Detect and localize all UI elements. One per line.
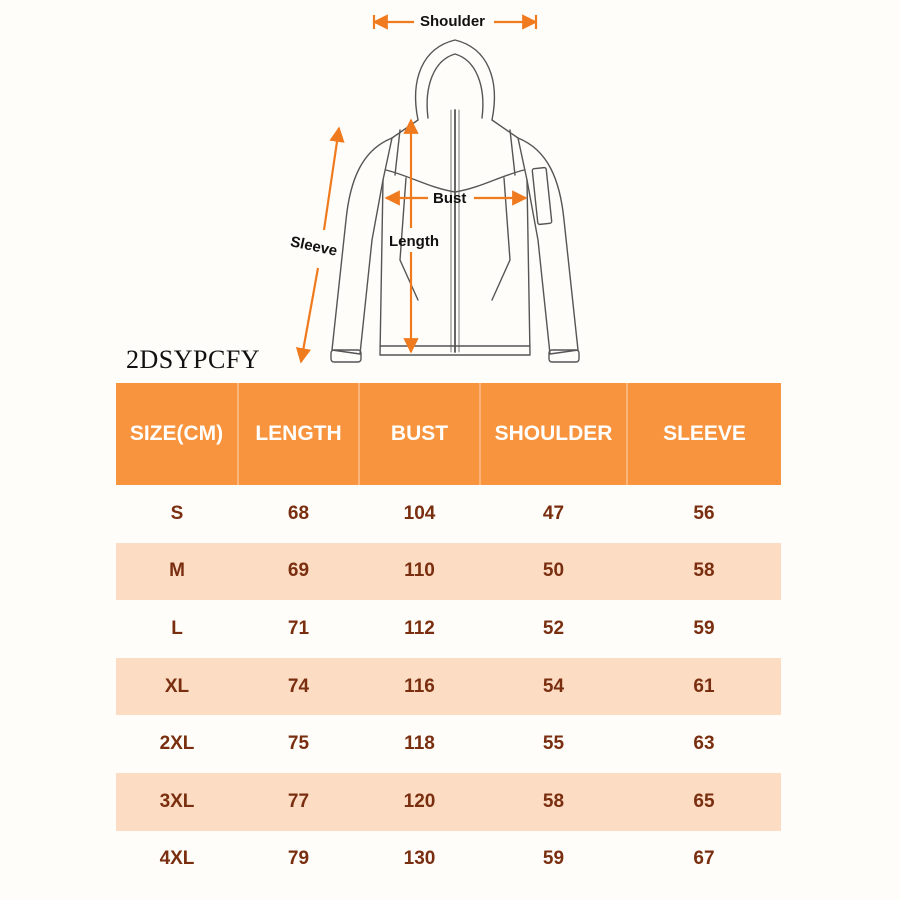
cell-shoulder: 55 <box>480 715 627 773</box>
cell-size: S <box>116 485 238 543</box>
cell-bust: 112 <box>359 600 480 658</box>
cell-size: 3XL <box>116 773 238 831</box>
shoulder-label: Shoulder <box>420 13 486 30</box>
header-length: LENGTH <box>238 383 359 485</box>
cell-length: 75 <box>238 715 359 773</box>
header-sleeve: SLEEVE <box>627 383 781 485</box>
cell-bust: 118 <box>359 715 480 773</box>
cell-shoulder: 58 <box>480 773 627 831</box>
cell-size: XL <box>116 658 238 716</box>
cell-sleeve: 65 <box>627 773 781 831</box>
cell-sleeve: 63 <box>627 715 781 773</box>
table-row <box>116 773 781 831</box>
cell-size: M <box>116 543 238 601</box>
cell-size: 2XL <box>116 715 238 773</box>
sleeve-label: Sleeve <box>288 233 339 260</box>
cell-shoulder: 47 <box>480 485 627 543</box>
table-row <box>116 658 781 716</box>
bust-label: Bust <box>433 190 467 207</box>
cell-bust: 104 <box>359 485 480 543</box>
cell-bust: 130 <box>359 831 480 889</box>
cell-sleeve: 67 <box>627 831 781 889</box>
cell-shoulder: 50 <box>480 543 627 601</box>
cell-shoulder: 54 <box>480 658 627 716</box>
table-row <box>116 485 781 543</box>
table-row <box>116 715 781 773</box>
table-row <box>116 543 781 601</box>
header-shoulder: SHOULDER <box>480 383 627 485</box>
brand-name: 2DSYPCFY <box>126 345 261 374</box>
cell-bust: 120 <box>359 773 480 831</box>
table-row <box>116 831 781 889</box>
header-size: SIZE(CM) <box>116 383 238 485</box>
cell-sleeve: 56 <box>627 485 781 543</box>
cell-size: 4XL <box>116 831 238 889</box>
cell-length: 77 <box>238 773 359 831</box>
cell-length: 68 <box>238 485 359 543</box>
header-bust: BUST <box>359 383 480 485</box>
table-row <box>116 600 781 658</box>
cell-length: 69 <box>238 543 359 601</box>
cell-shoulder: 59 <box>480 831 627 889</box>
size-chart-table <box>116 383 781 888</box>
cell-sleeve: 58 <box>627 543 781 601</box>
table-header-row <box>116 383 781 485</box>
jacket-diagram <box>0 0 900 380</box>
cell-shoulder: 52 <box>480 600 627 658</box>
cell-length: 74 <box>238 658 359 716</box>
cell-sleeve: 59 <box>627 600 781 658</box>
length-label: Length <box>389 233 439 250</box>
cell-length: 79 <box>238 831 359 889</box>
cell-bust: 116 <box>359 658 480 716</box>
cell-length: 71 <box>238 600 359 658</box>
cell-size: L <box>116 600 238 658</box>
cell-bust: 110 <box>359 543 480 601</box>
cell-sleeve: 61 <box>627 658 781 716</box>
